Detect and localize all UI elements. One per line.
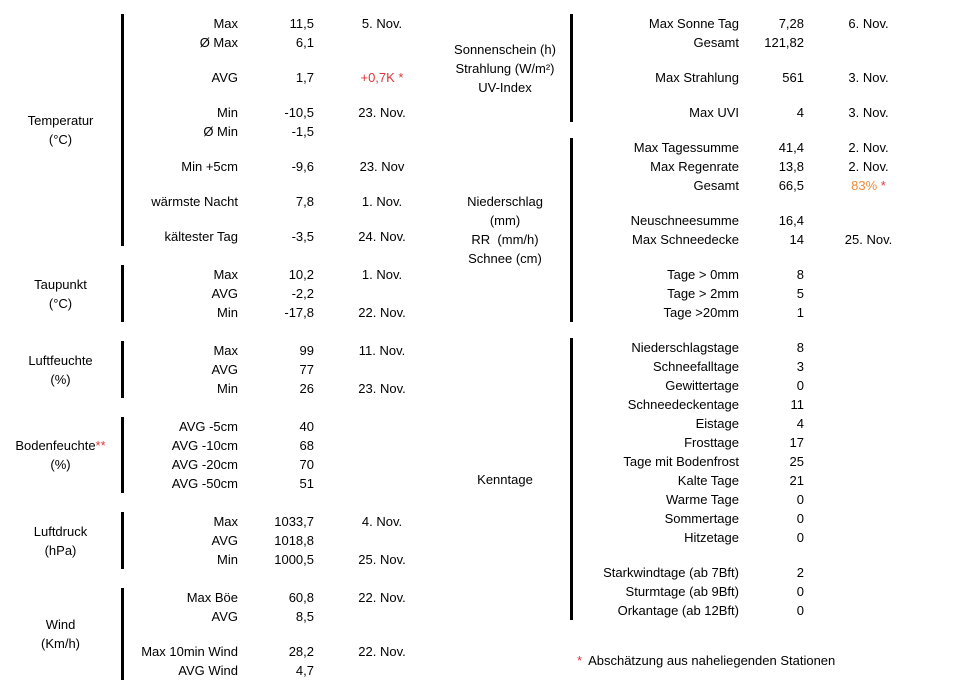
row-label: Max 10min Wind <box>141 644 238 659</box>
note-segment: 5. Nov. <box>361 16 403 31</box>
right-stats-table <box>440 14 916 620</box>
row-label: Gesamt <box>693 35 739 50</box>
left-stats-table <box>0 14 432 680</box>
row-value: 3 <box>796 359 804 374</box>
group-label <box>440 470 570 489</box>
row-label: AVG -5cm <box>179 419 238 434</box>
row-label: Tage > 2mm <box>667 286 739 301</box>
row-label: Orkantage (ab 12Bft) <box>617 603 739 618</box>
stat-row <box>573 265 916 284</box>
row-label: Max <box>213 267 238 282</box>
row-note <box>314 303 432 322</box>
row-label: Tage > 0mm <box>667 267 739 282</box>
stat-row <box>573 14 916 33</box>
row-label: Gesamt <box>693 178 739 193</box>
row-note <box>804 376 916 395</box>
stat-row <box>573 33 916 52</box>
row-value: 0 <box>796 492 804 507</box>
group-label-line: Luftdruck <box>33 523 88 539</box>
row-note <box>804 68 916 87</box>
row-note <box>314 417 432 436</box>
group-label-line: Temperatur <box>27 113 94 128</box>
row-note <box>314 607 432 626</box>
row-note <box>314 227 432 246</box>
group-label-line: Taupunkt <box>34 276 87 292</box>
note-segment: 22. Nov. <box>358 305 406 320</box>
row-label: Max <box>213 343 238 358</box>
stat-row <box>573 582 916 601</box>
stat-row <box>573 103 916 122</box>
stat-row <box>573 433 916 452</box>
row-note <box>804 433 916 452</box>
stat-row <box>573 230 916 249</box>
group-label-line: Strahlung (W/m²) <box>455 60 555 76</box>
stat-row <box>124 607 432 626</box>
group-label-line: Bodenfeuchte** <box>15 438 106 453</box>
stat-row <box>124 436 432 455</box>
row-value: 0 <box>796 511 804 526</box>
row-spacer <box>124 52 432 68</box>
row-value: -3,5 <box>291 229 314 244</box>
row-note <box>314 360 432 379</box>
row-label: Gewittertage <box>665 378 739 393</box>
row-label: AVG Wind <box>178 663 238 678</box>
row-note <box>804 138 916 157</box>
stat-row <box>124 360 432 379</box>
stat-row <box>573 509 916 528</box>
row-label: Sommertage <box>664 511 739 526</box>
row-spacer <box>573 52 916 68</box>
row-value: 7,8 <box>295 194 314 209</box>
note-segment: 23. Nov. <box>358 105 406 120</box>
group-label-line: Schnee (cm) <box>468 251 542 266</box>
row-value: 1000,5 <box>274 552 314 567</box>
row-value: 21 <box>789 473 804 488</box>
row-note <box>804 452 916 471</box>
group-label-line: Luftfeuchte <box>28 352 93 368</box>
row-note <box>314 436 432 455</box>
stat-row <box>573 471 916 490</box>
row-note <box>804 14 916 33</box>
row-value: 17 <box>789 435 804 450</box>
row-label: Schneedeckentage <box>627 397 739 412</box>
note-segment: * <box>880 178 886 193</box>
group-label <box>440 40 570 97</box>
stat-section <box>440 338 916 620</box>
stat-row <box>124 14 432 33</box>
stat-row <box>124 157 432 176</box>
row-label: AVG <box>211 286 238 301</box>
row-value: 66,5 <box>778 178 804 193</box>
row-note <box>804 490 916 509</box>
row-label: wärmste Nacht <box>151 194 238 209</box>
group-label-line: RR (mm/h) <box>471 232 539 247</box>
row-label: kältester Tag <box>164 229 238 244</box>
row-note <box>314 33 432 52</box>
row-label: Neuschneesumme <box>630 213 739 228</box>
row-label: Starkwindtage (ab 7Bft) <box>603 565 739 580</box>
stat-row <box>573 284 916 303</box>
note-segment: 23. Nov <box>359 159 405 174</box>
row-value: 1018,8 <box>274 533 314 548</box>
row-note <box>314 642 432 661</box>
stat-row <box>124 455 432 474</box>
footnote-marker: ** <box>95 438 106 453</box>
rows <box>124 512 432 569</box>
row-label: AVG <box>211 609 238 624</box>
stat-row <box>124 284 432 303</box>
note-segment: 3. Nov. <box>848 105 889 120</box>
note-segment: 4. Nov. <box>361 514 403 529</box>
stat-row <box>573 68 916 87</box>
stat-row <box>124 68 432 87</box>
row-note <box>314 14 432 33</box>
rows <box>124 14 432 246</box>
row-spacer <box>124 87 432 103</box>
rows <box>124 341 432 398</box>
row-value: 13,8 <box>778 159 804 174</box>
stat-section <box>0 588 432 680</box>
row-note <box>314 474 432 493</box>
note-segment: 6. Nov. <box>848 16 889 31</box>
row-label: Max UVI <box>689 105 739 120</box>
row-note <box>314 192 432 211</box>
stat-section <box>440 14 916 122</box>
row-value: 4 <box>796 416 804 431</box>
row-value: 14 <box>789 232 804 247</box>
footnote-asterisk: * <box>577 653 583 668</box>
stat-row <box>573 414 916 433</box>
row-value: -1,5 <box>291 124 314 139</box>
row-value: 1033,7 <box>274 514 314 529</box>
group-label <box>0 351 121 389</box>
note-segment: 23. Nov. <box>358 381 406 396</box>
stat-row <box>124 192 432 211</box>
row-value: 40 <box>299 419 314 434</box>
stat-row <box>124 474 432 493</box>
stat-row <box>573 563 916 582</box>
row-value: 60,8 <box>288 590 314 605</box>
row-note <box>314 588 432 607</box>
row-note <box>314 68 432 87</box>
row-label: Min <box>217 552 238 567</box>
row-label: Max Schneedecke <box>632 232 739 247</box>
group-label <box>0 615 121 653</box>
row-note <box>314 512 432 531</box>
row-spacer <box>573 249 916 265</box>
row-label: Min <box>217 381 238 396</box>
stat-row <box>573 176 916 195</box>
group-label-line: (%) <box>50 371 71 387</box>
stat-row <box>124 379 432 398</box>
row-spacer <box>573 87 916 103</box>
row-label: Eistage <box>695 416 739 431</box>
row-value: 0 <box>796 378 804 393</box>
stat-row <box>124 417 432 436</box>
row-note <box>314 531 432 550</box>
row-note <box>314 122 432 141</box>
stat-row <box>573 395 916 414</box>
row-label: Min <box>217 305 238 320</box>
stat-row <box>124 265 432 284</box>
row-value: 11,5 <box>289 16 314 31</box>
note-segment: 22. Nov. <box>358 644 406 659</box>
note-segment: 11. Nov. <box>358 343 406 358</box>
row-label: Max Böe <box>186 590 238 605</box>
row-label: Schneefalltage <box>652 359 739 374</box>
row-label: Max Strahlung <box>655 70 739 85</box>
note-segment: 24. Nov. <box>358 229 406 244</box>
note-segment: 2. Nov. <box>848 159 889 174</box>
group-label-line: Niederschlag <box>467 194 543 209</box>
rows <box>124 417 432 493</box>
group-label <box>0 522 121 560</box>
row-value: -17,8 <box>284 305 314 320</box>
stat-row <box>124 531 432 550</box>
row-value: 11 <box>790 397 804 412</box>
row-value: 2 <box>796 565 804 580</box>
row-value: 561 <box>782 70 804 85</box>
row-value: -10,5 <box>284 105 314 120</box>
row-value: 0 <box>796 603 804 618</box>
row-spacer <box>124 211 432 227</box>
footnote-text: Abschätzung aus naheliegenden Stationen <box>588 653 836 668</box>
row-note <box>804 230 916 249</box>
row-value: 77 <box>299 362 314 377</box>
row-value: 6,1 <box>295 35 314 50</box>
row-note <box>804 414 916 433</box>
group-label-line: Kenntage <box>477 471 533 487</box>
row-note <box>314 157 432 176</box>
note-segment: 83% <box>851 178 881 193</box>
stat-row <box>124 303 432 322</box>
stat-row <box>124 642 432 661</box>
row-label: Kalte Tage <box>677 473 739 488</box>
stat-row <box>124 103 432 122</box>
stat-section <box>0 341 432 398</box>
group-label <box>0 436 121 474</box>
rows <box>573 338 916 620</box>
row-note <box>314 379 432 398</box>
row-value: 8,5 <box>295 609 314 624</box>
row-value: 70 <box>299 457 314 472</box>
row-value: -2,2 <box>291 286 314 301</box>
row-note <box>804 211 916 230</box>
stat-row <box>124 227 432 246</box>
row-note <box>804 563 916 582</box>
group-label-line: (°C) <box>48 132 73 147</box>
row-note <box>314 265 432 284</box>
row-value: 0 <box>796 584 804 599</box>
row-value: 28,2 <box>288 644 314 659</box>
note-segment: 22. Nov. <box>358 590 406 605</box>
row-note <box>804 509 916 528</box>
row-label: Max Regenrate <box>650 159 739 174</box>
row-note <box>314 455 432 474</box>
row-value: 51 <box>299 476 314 491</box>
note-segment: 3. Nov. <box>848 70 889 85</box>
stat-row <box>124 341 432 360</box>
row-label: Max <box>213 16 238 31</box>
row-spacer <box>124 176 432 192</box>
stat-row <box>573 338 916 357</box>
row-note <box>804 582 916 601</box>
row-label: Min <box>217 105 238 120</box>
note-segment: 1. Nov. <box>361 267 403 282</box>
stat-row <box>573 490 916 509</box>
row-value: 25 <box>789 454 804 469</box>
row-note <box>804 471 916 490</box>
row-note <box>314 550 432 569</box>
row-note <box>314 284 432 303</box>
stat-section <box>440 138 916 322</box>
row-label: Min +5cm <box>181 159 238 174</box>
row-note <box>314 341 432 360</box>
row-value: 68 <box>299 438 314 453</box>
row-value: 1 <box>796 305 804 320</box>
row-value: 16,4 <box>778 213 804 228</box>
note-segment: +0,7K * <box>360 70 404 85</box>
stat-row <box>573 357 916 376</box>
note-segment: 1. Nov. <box>361 194 403 209</box>
row-note <box>804 33 916 52</box>
row-note <box>804 284 916 303</box>
row-label: Max <box>213 514 238 529</box>
row-value: 121,82 <box>764 35 804 50</box>
note-segment: 25. Nov. <box>358 552 406 567</box>
row-label: Sturmtage (ab 9Bft) <box>625 584 739 599</box>
stat-row <box>573 601 916 620</box>
rows <box>124 588 432 680</box>
row-label: Niederschlagstage <box>631 340 739 355</box>
note-segment: 2. Nov. <box>848 140 889 155</box>
stat-row <box>573 157 916 176</box>
stat-row <box>124 550 432 569</box>
row-note <box>804 303 916 322</box>
row-value: 4 <box>796 105 804 120</box>
row-value: 4,7 <box>295 663 314 678</box>
note-segment: 25. Nov. <box>844 232 893 247</box>
group-label-line: (mm) <box>489 213 521 228</box>
stat-section <box>0 417 432 493</box>
stat-row <box>573 303 916 322</box>
row-note <box>804 338 916 357</box>
stat-section <box>0 265 432 322</box>
footnote <box>577 651 835 670</box>
row-label: Frosttage <box>684 435 739 450</box>
row-label: AVG <box>211 533 238 548</box>
rows <box>573 14 916 122</box>
stat-row <box>124 33 432 52</box>
row-note <box>804 157 916 176</box>
row-label: Max Tagessumme <box>633 140 739 155</box>
row-note <box>804 601 916 620</box>
row-value: 41,4 <box>778 140 804 155</box>
row-note <box>804 528 916 547</box>
row-label: AVG -10cm <box>171 438 238 453</box>
stat-section <box>0 512 432 569</box>
row-value: -9,6 <box>291 159 314 174</box>
stat-row <box>573 211 916 230</box>
group-label <box>0 111 121 149</box>
row-label: Ø Max <box>199 35 238 50</box>
row-label: Ø Min <box>203 124 238 139</box>
row-value: 1,7 <box>295 70 314 85</box>
row-value: 7,28 <box>778 16 804 31</box>
row-value: 26 <box>299 381 314 396</box>
stat-row <box>573 376 916 395</box>
row-value: 99 <box>299 343 314 358</box>
stat-row <box>124 122 432 141</box>
row-note <box>804 265 916 284</box>
stat-row <box>124 512 432 531</box>
stat-row <box>124 661 432 680</box>
group-label-line: UV-Index <box>478 79 532 95</box>
row-label: Tage >20mm <box>663 305 739 320</box>
row-note <box>804 395 916 414</box>
row-note <box>314 661 432 680</box>
group-label-line: (Km/h) <box>41 636 80 651</box>
row-spacer <box>573 547 916 563</box>
group-label-line: (hPa) <box>44 542 77 558</box>
group-label-line: Wind <box>45 617 76 632</box>
group-label-line: Sonnenschein (h) <box>454 41 556 57</box>
row-note <box>804 103 916 122</box>
row-label: AVG <box>211 70 238 85</box>
row-label: Warme Tage <box>666 492 739 507</box>
row-value: 8 <box>796 340 804 355</box>
row-spacer <box>124 141 432 157</box>
row-value: 8 <box>796 267 804 282</box>
row-label: Max Sonne Tag <box>648 16 739 31</box>
rows <box>124 265 432 322</box>
stat-section <box>0 14 432 246</box>
row-value: 5 <box>796 286 804 301</box>
group-label-line: (%) <box>50 457 71 472</box>
row-spacer <box>573 195 916 211</box>
group-label <box>440 192 570 268</box>
row-label: AVG <box>211 362 238 377</box>
row-note <box>804 176 916 195</box>
row-spacer <box>124 626 432 642</box>
row-label: Hitzetage <box>684 530 739 545</box>
stat-row <box>124 588 432 607</box>
stat-row <box>573 528 916 547</box>
row-note <box>804 357 916 376</box>
stat-row <box>573 452 916 471</box>
group-label <box>0 275 121 313</box>
row-value: 0 <box>796 530 804 545</box>
row-label: AVG -20cm <box>171 457 238 472</box>
row-label: AVG -50cm <box>171 476 238 491</box>
row-label: Tage mit Bodenfrost <box>623 454 739 469</box>
rows <box>573 138 916 322</box>
row-value: 10,2 <box>288 267 314 282</box>
row-note <box>314 103 432 122</box>
group-label-line: (°C) <box>48 295 73 311</box>
stat-row <box>573 138 916 157</box>
